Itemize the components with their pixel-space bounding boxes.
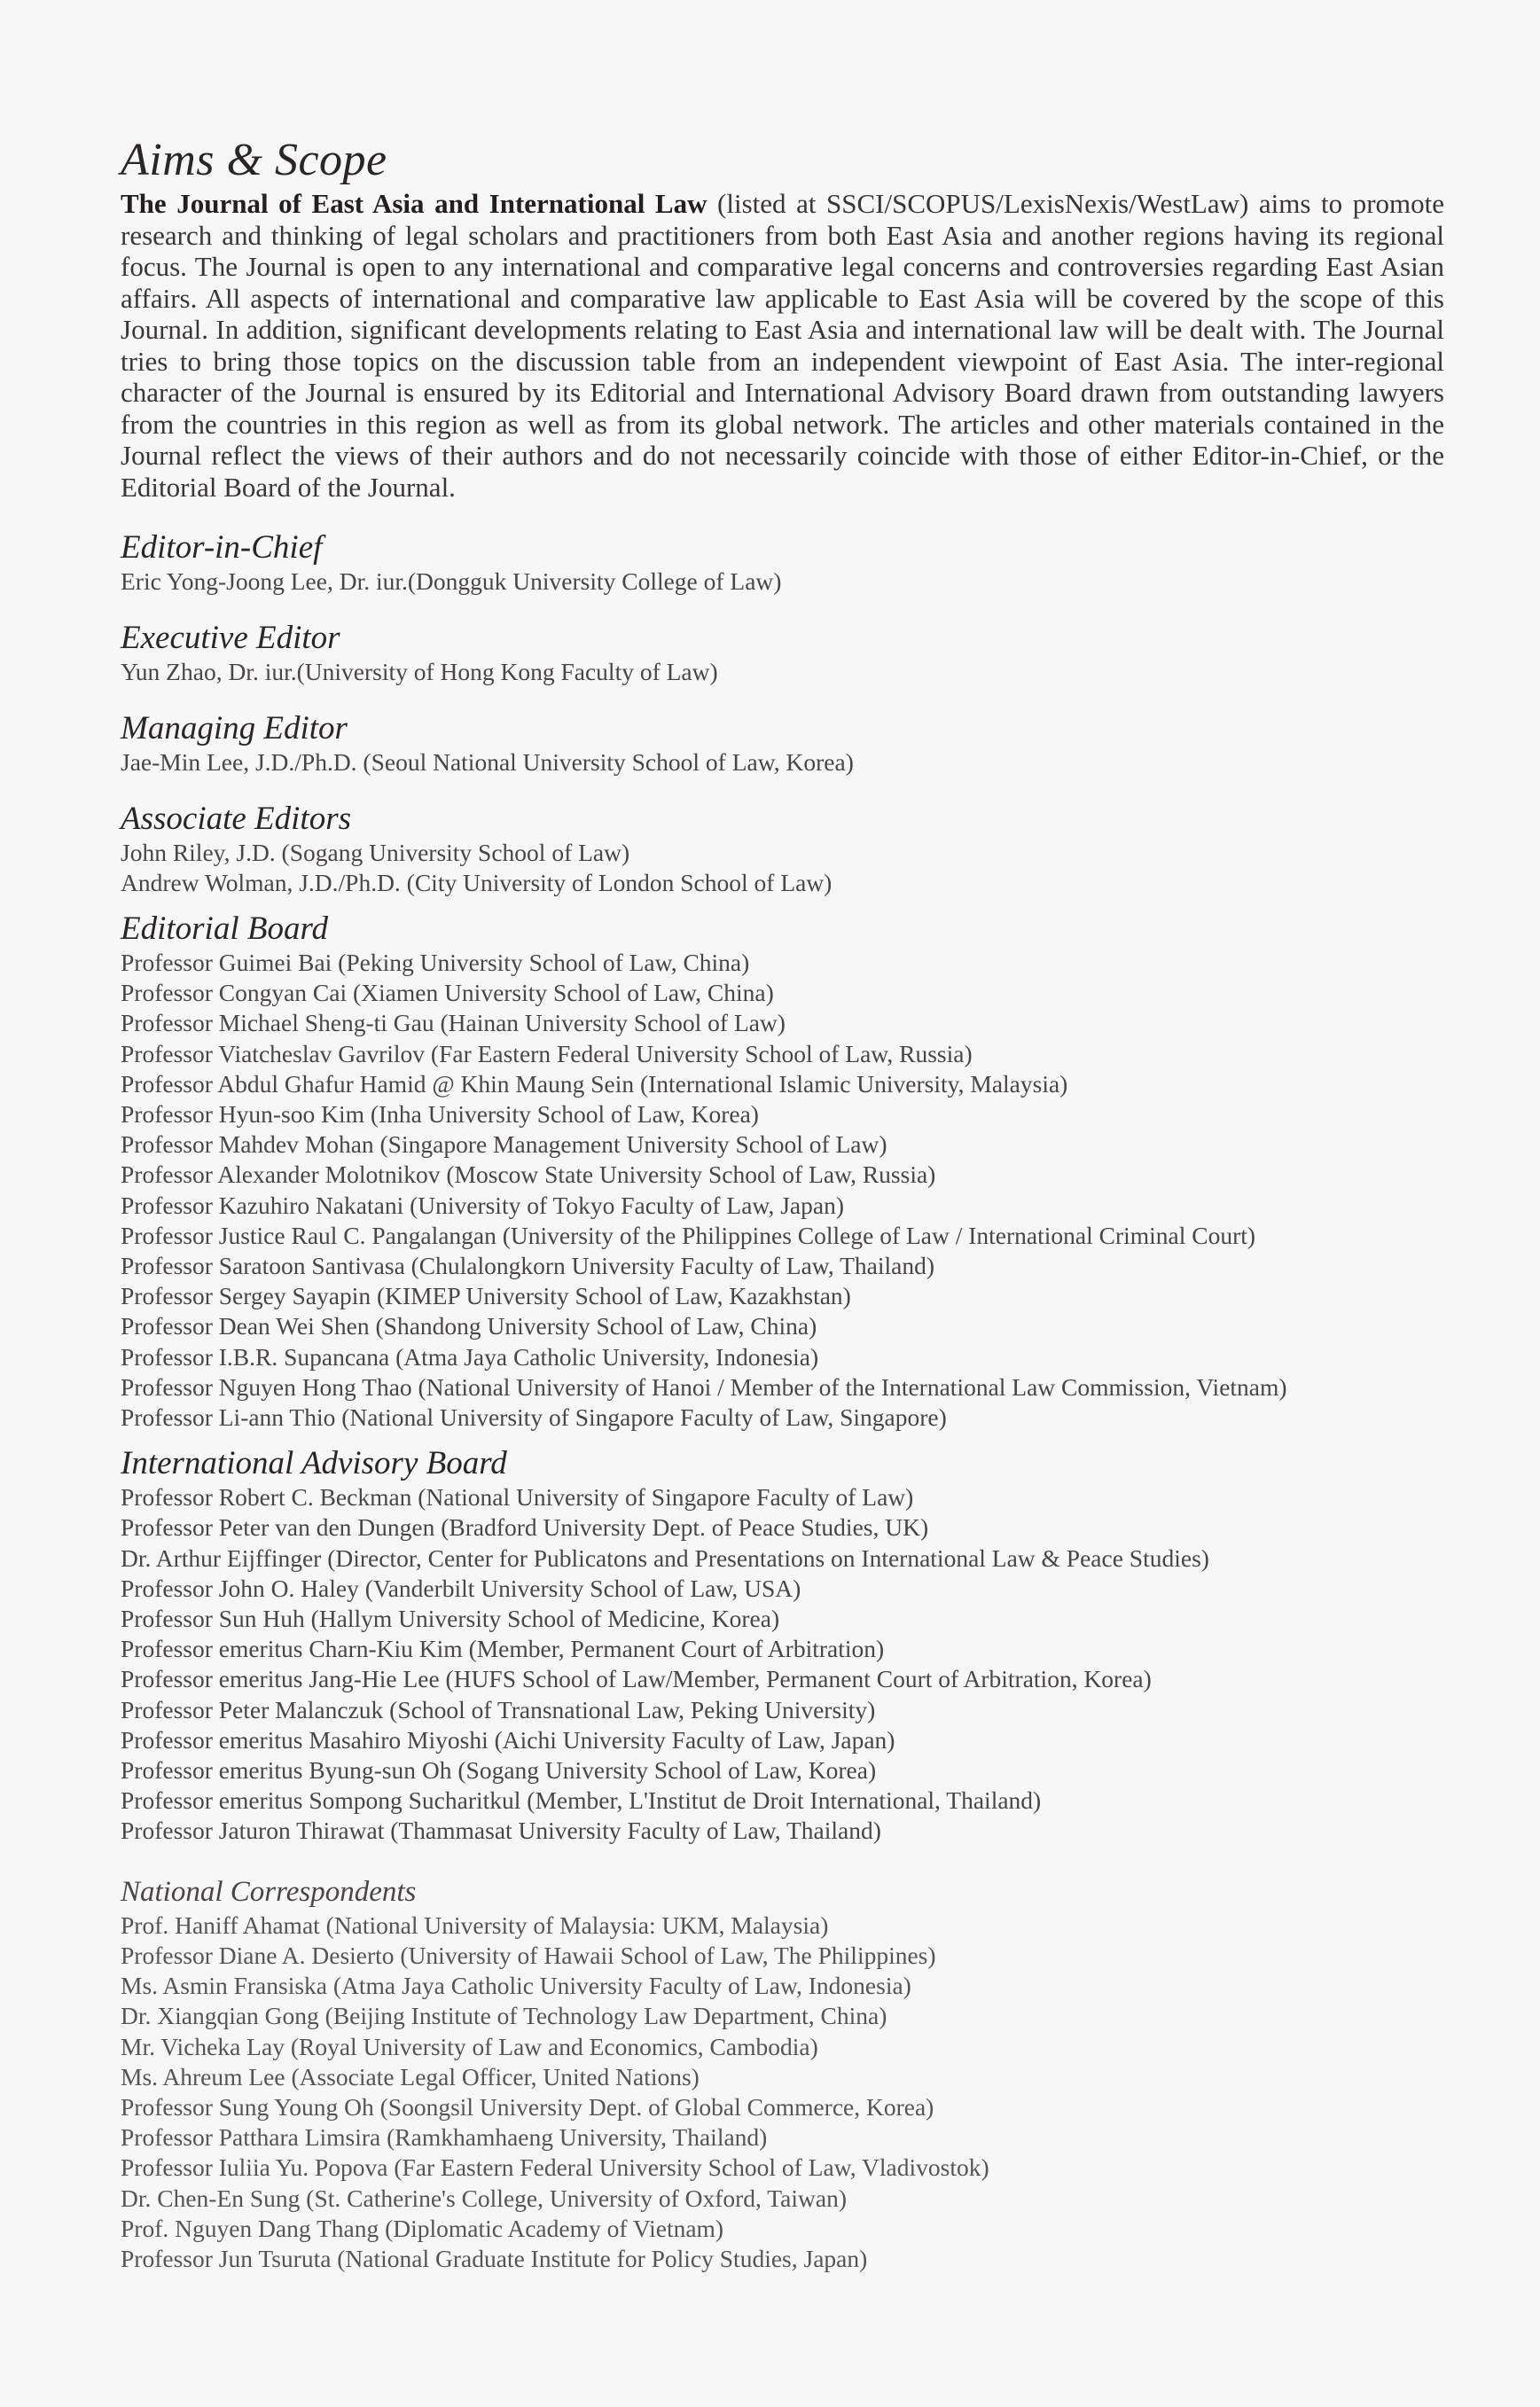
entry-list xyxy=(121,1482,1444,1846)
list-item: Professor Kazuhiro Nakatani (University of Tokyo Faculty of Law, Japan) xyxy=(121,1191,844,1219)
list-item: Professor Michael Sheng-ti Gau (Hainan University School of Law) xyxy=(121,1009,786,1037)
section-editorial-board xyxy=(121,910,1444,1433)
list-item: Professor Jun Tsuruta (National Graduate Institute for Policy Studies, Japan) xyxy=(121,2244,868,2272)
aims-scope-text: (listed at SSCI/SCOPUS/LexisNexis/WestLaw) aims to promote research and thinking of legal scholars and practitioners from both East Asia and another regions having its regional focus. The Journal is open to any international and comparative legal concerns and controversies regarding East Asian affairs. All aspects of international and comparative law applicable to East Asia will be covered by the scope of this Journal. In addition, significant developments relating to East Asia and international law will be dealt with. The Journal tries to bring those topics on the discussion table from an independent viewpoint of East Asia. The inter-regional character of the Journal is ensured by its Editorial and International Advisory Board drawn from outstanding lawyers from the countries in this region as well as from its global network. The articles and other materials contained in the Journal reflect the views of their authors and do not necessarily coincide with those of either Editor-in-Chief, or the Editorial Board of the Journal. xyxy=(121,188,1444,503)
list-item: Professor Patthara Limsira (Ramkhamhaeng University, Thailand) xyxy=(121,2123,768,2152)
list-item: Professor Sergey Sayapin (KIMEP University School of Law, Kazakhstan) xyxy=(121,1282,851,1310)
list-item: Professor Nguyen Hong Thao (National University of Hanoi / Member of the International Law Commission, Vietnam) xyxy=(121,1372,1287,1401)
section-international-advisory-board xyxy=(121,1445,1444,1846)
list-item: Professor Abdul Ghafur Hamid @ Khin Maung Sein (International Islamic University, Malaysia) xyxy=(121,1069,1068,1098)
list-item: Prof. Haniff Ahamat (National University of Malaysia: UKM, Malaysia) xyxy=(121,1911,829,1939)
list-item: Professor John O. Haley (Vanderbilt University School of Law, USA) xyxy=(121,1574,801,1602)
section-editor-in-chief xyxy=(121,529,1444,597)
list-item: Jae-Min Lee, J.D./Ph.D. (Seoul National University School of Law, Korea) xyxy=(121,748,854,776)
list-item: Professor Iuliia Yu. Popova (Far Eastern Federal University School of Law, Vladivostok) xyxy=(121,2153,989,2182)
list-item: Eric Yong-Joong Lee, Dr. iur.(Dongguk University College of Law) xyxy=(121,567,782,595)
section-executive-editor xyxy=(121,620,1444,687)
list-item: Professor emeritus Jang-Hie Lee (HUFS School of Law/Member, Permanent Court of Arbitration, Korea) xyxy=(121,1665,1152,1693)
list-item: Professor emeritus Masahiro Miyoshi (Aichi University Faculty of Law, Japan) xyxy=(121,1725,895,1754)
section-managing-editor xyxy=(121,710,1444,778)
list-item: Professor Guimei Bai (Peking University School of Law, China) xyxy=(121,949,750,976)
entry-list xyxy=(121,657,1444,687)
list-item: Professor emeritus Charn-Kiu Kim (Member, Permanent Court of Arbitration) xyxy=(121,1635,885,1663)
section-title: Associate Editors xyxy=(121,801,352,837)
list-item: Professor Sung Young Oh (Soongsil University Dept. of Global Commerce, Korea) xyxy=(121,2092,934,2121)
section-title: Managing Editor xyxy=(121,710,348,746)
list-item: Yun Zhao, Dr. iur.(University of Hong Kong Faculty of Law) xyxy=(121,658,718,685)
list-item: Ms. Asmin Fransiska (Atma Jaya Catholic University Faculty of Law, Indonesia) xyxy=(121,1972,911,2000)
list-item: Professor Justice Raul C. Pangalangan (University of the Philippines College of Law / International Criminal Court) xyxy=(121,1221,1256,1249)
section-title: Editorial Board xyxy=(121,910,328,947)
list-item: Professor Robert C. Beckman (National University of Singapore Faculty of Law) xyxy=(121,1483,914,1512)
list-item: Mr. Vicheka Lay (Royal University of Law and Economics, Cambodia) xyxy=(121,2032,818,2060)
list-item: Dr. Chen-En Sung (St. Catherine's College, University of Oxford, Taiwan) xyxy=(121,2184,847,2212)
journal-name: The Journal of East Asia and International Law xyxy=(121,188,707,219)
list-item: Ms. Ahreum Lee (Associate Legal Officer, United Nations) xyxy=(121,2062,700,2090)
list-item: Professor Viatcheslav Gavrilov (Far Eastern Federal University School of Law, Russia) xyxy=(121,1039,973,1067)
aims-scope-title: Aims & Scope xyxy=(121,135,387,185)
list-item: Professor emeritus Byung-sun Oh (Sogang University School of Law, Korea) xyxy=(121,1756,877,1785)
list-item: Professor Sun Huh (Hallym University School of Medicine, Korea) xyxy=(121,1605,780,1633)
journal-masthead-page xyxy=(121,133,1444,2274)
list-item: Professor Jaturon Thirawat (Thammasat University Faculty of Law, Thailand) xyxy=(121,1817,881,1845)
section-title: Executive Editor xyxy=(121,620,340,656)
entry-list xyxy=(121,1911,1444,2274)
list-item: Professor emeritus Sompong Sucharitkul (Member, L'Institut de Droit International, Thailand) xyxy=(121,1786,1042,1815)
list-item: John Riley, J.D. (Sogang University School of Law) xyxy=(121,839,630,866)
list-item: Professor I.B.R. Supancana (Atma Jaya Catholic University, Indonesia) xyxy=(121,1342,819,1371)
list-item: Professor Congyan Cai (Xiamen University School of Law, China) xyxy=(121,979,774,1007)
section-title: National Correspondents xyxy=(121,1875,417,1908)
list-item: Professor Saratoon Santivasa (Chulalongkorn University Faculty of Law, Thailand) xyxy=(121,1252,935,1280)
list-item: Professor Li-ann Thio (National University of Singapore Faculty of Law, Singapore) xyxy=(121,1403,947,1432)
list-item: Prof. Nguyen Dang Thang (Diplomatic Academy of Vietnam) xyxy=(121,2214,724,2242)
list-item: Professor Diane A. Desierto (University of Hawaii School of Law, The Philippines) xyxy=(121,1941,936,1969)
list-item: Professor Peter Malanczuk (School of Transnational Law, Peking University) xyxy=(121,1695,876,1723)
entry-list xyxy=(121,948,1444,1433)
section-title: Editor-in-Chief xyxy=(121,529,323,566)
section-national-correspondents xyxy=(121,1873,1444,2274)
list-item: Professor Alexander Molotnikov (Moscow State University School of Law, Russia) xyxy=(121,1161,936,1189)
list-item: Dr. Xiangqian Gong (Beijing Institute of Technology Law Department, China) xyxy=(121,2002,887,2030)
section-title: International Advisory Board xyxy=(121,1445,507,1482)
entry-list xyxy=(121,747,1444,778)
list-item: Professor Mahdev Mohan (Singapore Management University School of Law) xyxy=(121,1130,887,1159)
entry-list xyxy=(121,838,1444,898)
entry-list xyxy=(121,567,1444,597)
list-item: Professor Peter van den Dungen (Bradford University Dept. of Peace Studies, UK) xyxy=(121,1513,929,1542)
list-item: Dr. Arthur Eijffinger (Director, Center for Publicatons and Presentations on International Law & Peace Studies) xyxy=(121,1543,1209,1572)
list-item: Professor Hyun-soo Kim (Inha University School of Law, Korea) xyxy=(121,1100,759,1129)
list-item: Andrew Wolman, J.D./Ph.D. (City University of London School of Law) xyxy=(121,869,833,896)
section-associate-editors xyxy=(121,801,1444,898)
aims-scope-paragraph xyxy=(121,188,1444,503)
list-item: Professor Dean Wei Shen (Shandong University School of Law, China) xyxy=(121,1312,817,1340)
